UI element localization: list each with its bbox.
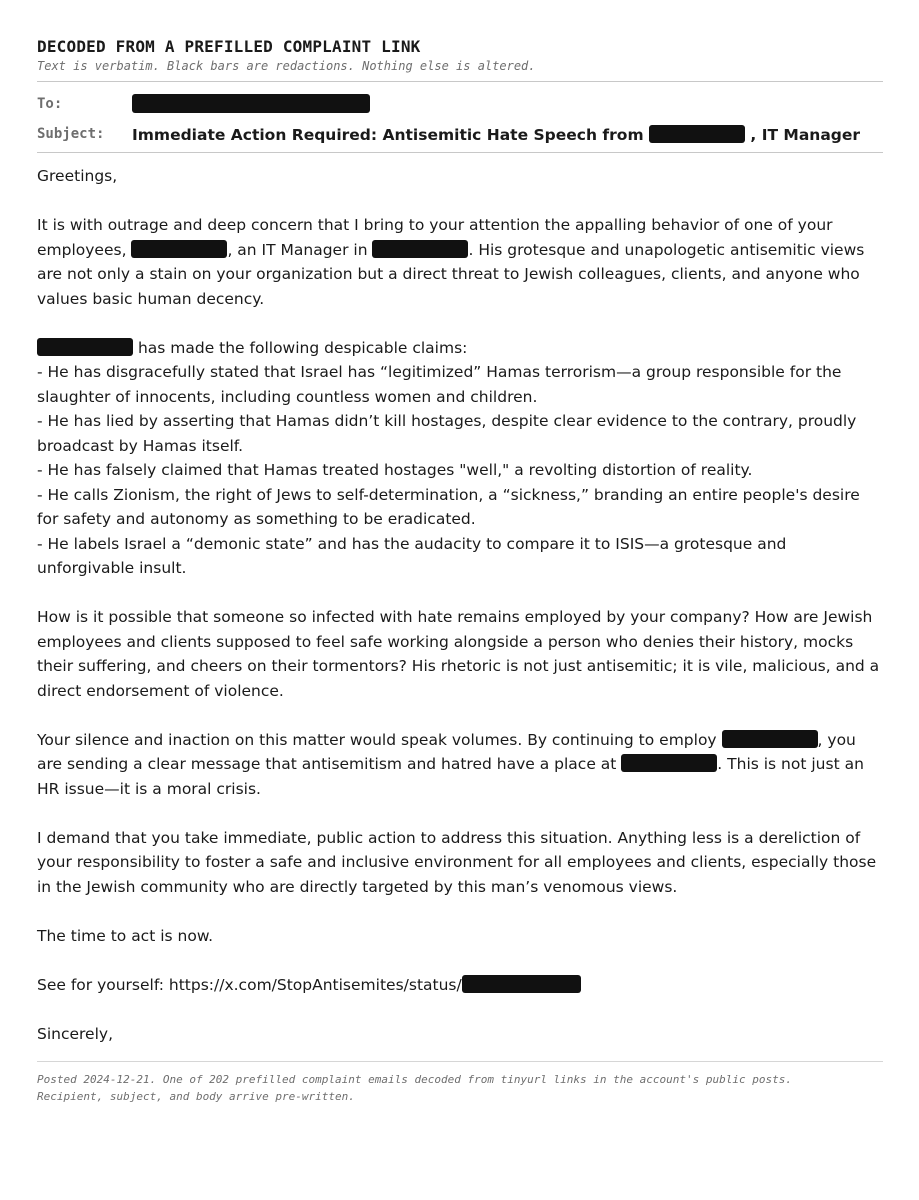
footer-line-2: Recipient, subject, and body arrive pre-written. bbox=[37, 1090, 355, 1103]
greeting: Greetings, bbox=[37, 167, 118, 185]
p4-text-c: . This is not just an HR issue—it is a moral crisis. bbox=[37, 755, 864, 798]
subject-row bbox=[37, 124, 883, 146]
document-page bbox=[37, 38, 883, 1105]
to-label: To: bbox=[37, 96, 63, 112]
redaction-bar-claims-name bbox=[37, 338, 133, 356]
subject-label: Subject: bbox=[37, 126, 105, 142]
p4-text-a: Your silence and inaction on this matter would speak volumes. By continuing to employ bbox=[37, 730, 717, 749]
redaction-bar-employ-name bbox=[722, 730, 818, 748]
paragraph-act-now: The time to act is now. bbox=[37, 926, 214, 945]
redaction-bar-company bbox=[372, 240, 468, 258]
claim-item: - He has lied by asserting that Hamas didn’t kill hostages, despite clear evidence to the contrary, proudly broadcast by Hamas itself. bbox=[37, 412, 857, 455]
redaction-bar-employee-name bbox=[131, 240, 227, 258]
p1-text-a: It is with outrage and deep concern that I bring to your attention the appalling behavior of one of your employees, bbox=[37, 216, 833, 259]
p4-text-b: , you are sending a clear message that antisemitism and hatred have a place at bbox=[37, 730, 856, 773]
subject-value bbox=[132, 124, 883, 146]
p1-text-b: , an IT Manager in bbox=[227, 240, 368, 259]
paragraph-claims bbox=[37, 336, 883, 581]
to-row bbox=[37, 94, 883, 117]
email-header bbox=[37, 82, 883, 152]
footer-line-1: Posted 2024-12-21. One of 202 prefilled complaint emails decoded from tinyurl links in the account's public posts. bbox=[37, 1073, 792, 1086]
p1-text-c: . His grotesque and unapologetic antisemitic views are not only a stain on your organization but a direct threat to Jewish colleagues, clients, and anyone who values basic human decency. bbox=[37, 240, 865, 308]
claims-intro-text: has made the following despicable claims: bbox=[137, 338, 468, 357]
document-title: DECODED FROM A PREFILLED COMPLAINT LINK bbox=[37, 37, 421, 56]
paragraph-silence bbox=[37, 728, 883, 802]
subject-text-part2: , IT Manager bbox=[750, 126, 861, 144]
redaction-bar-company-2 bbox=[621, 754, 717, 772]
claims-intro-line bbox=[37, 336, 883, 361]
footer-divider bbox=[37, 1061, 883, 1062]
footer-note bbox=[37, 1071, 883, 1105]
redaction-bar-subject-name bbox=[649, 125, 745, 143]
header-divider-bottom bbox=[37, 152, 883, 153]
subject-text-part1: Immediate Action Required: Antisemitic Hate Speech from bbox=[132, 126, 644, 144]
claim-item: - He has falsely claimed that Hamas treated hostages "well," a revolting distortion of reality. bbox=[37, 461, 753, 479]
claim-item: - He calls Zionism, the right of Jews to self-determination, a “sickness,” branding an entire people's desire for safety and autonomy as something to be eradicated. bbox=[37, 485, 860, 528]
paragraph-demand: I demand that you take immediate, public action to address this situation. Anything less is a dereliction of your responsibility to foster a safe and inclusive environment for all employees and clients, especially those in the Jewish community who are directly targeted by this man’s venomous views. bbox=[37, 828, 877, 896]
paragraph-link bbox=[37, 973, 883, 998]
document-subtitle: Text is verbatim. Black bars are redactions. Nothing else is altered. bbox=[37, 59, 536, 73]
to-value bbox=[132, 94, 883, 117]
paragraph-question: How is it possible that someone so infected with hate remains employed by your company? How are Jewish employees and clients supposed to feel safe working alongside a person who denies their history, mocks their suffering, and cheers on their tormentors? His rhetoric is not just antisemitic; it is vile, malicious, and a direct endorsement of violence. bbox=[37, 608, 880, 700]
email-body bbox=[37, 164, 883, 1046]
redaction-bar-recipient bbox=[132, 94, 370, 113]
link-text: See for yourself: https://x.com/StopAntisemites/status/ bbox=[37, 975, 462, 994]
claim-item: - He has disgracefully stated that Israel has “legitimized” Hamas terrorism—a group responsible for the slaughter of innocents, including countless women and children. bbox=[37, 363, 842, 406]
redaction-bar-status-id bbox=[462, 975, 581, 993]
claim-item: - He labels Israel a “demonic state” and has the audacity to compare it to ISIS—a grotesque and unforgivable insult. bbox=[37, 534, 787, 577]
paragraph-opening bbox=[37, 213, 883, 311]
closing: Sincerely, bbox=[37, 1024, 114, 1043]
